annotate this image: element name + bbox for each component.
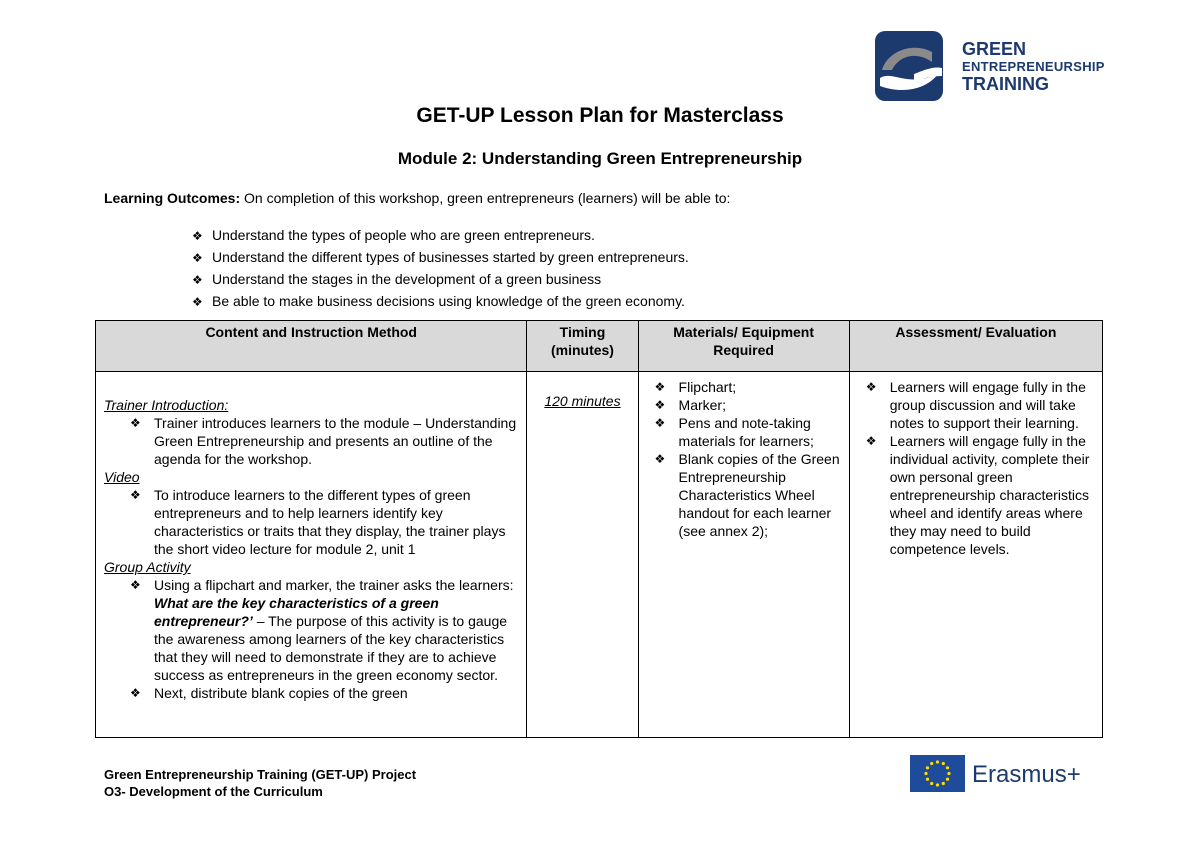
video-heading: Video — [104, 469, 140, 485]
diamond-bullet-icon: ❖ — [130, 686, 141, 700]
timing-value: 120 minutes — [544, 393, 621, 409]
header-assessment: Assessment/ Evaluation — [849, 321, 1102, 372]
list-item: ❖ Understand the types of people who are green entrepreneurs. — [192, 224, 689, 246]
header-timing: Timing (minutes) — [527, 321, 638, 372]
diamond-bullet-icon: ❖ — [130, 488, 141, 502]
list-item: ❖ To introduce learners to the different types of green entrepreneurs and to help learners identify key characteristics or traits that they display, the trainer plays the short video lecture for module 2, unit 1 — [130, 487, 506, 557]
logo-wordmark: GREEN ENTREPRENEURSHIP TRAINING — [962, 39, 1105, 94]
diamond-bullet-icon: ❖ — [192, 295, 203, 309]
learning-outcomes-intro: Learning Outcomes: On completion of this workshop, green entrepreneurs (learners) will be able to: — [104, 190, 731, 206]
list-item: ❖ Learners will engage fully in the individual activity, complete their own personal green entrepreneurship characteristics wheel and identify areas where they may need to build competence levels. — [865, 433, 1090, 557]
list-item: ❖ Trainer introduces learners to the module – Understanding Green Entrepreneurship and presents an outline of the agenda for the workshop. — [130, 415, 517, 467]
diamond-bullet-icon: ❖ — [654, 398, 666, 412]
footer-output-name: O3- Development of the Curriculum — [104, 784, 323, 799]
diamond-bullet-icon: ❖ — [654, 452, 666, 466]
group-activity-heading: Group Activity — [104, 559, 191, 575]
lesson-plan-table — [95, 320, 1103, 738]
list-item: ❖ Be able to make business decisions using knowledge of the green economy. — [192, 290, 689, 312]
list-item: ❖ Blank copies of the Green Entrepreneurship Characteristics Wheel handout for each learner (see annex 2); — [654, 451, 840, 539]
timing-cell — [527, 372, 638, 738]
diamond-bullet-icon: ❖ — [130, 416, 141, 430]
list-item: ❖ Flipchart; — [654, 379, 737, 395]
trainer-introduction-heading: Trainer Introduction: — [104, 397, 229, 413]
get-up-logo — [874, 30, 1105, 102]
diamond-bullet-icon: ❖ — [654, 380, 666, 394]
erasmus-plus-wordmark: Erasmus+ — [972, 761, 1081, 788]
content-cell — [96, 372, 527, 738]
list-item: ❖ Understand the different types of businesses started by green entrepreneurs. — [192, 246, 689, 268]
diamond-bullet-icon: ❖ — [865, 434, 877, 448]
diamond-bullet-icon: ❖ — [192, 229, 203, 243]
diamond-bullet-icon: ❖ — [865, 380, 877, 394]
list-item: ❖ Pens and note-taking materials for learners; — [654, 415, 814, 449]
table-row — [96, 372, 1103, 738]
page-footer — [104, 766, 416, 800]
eu-flag-icon — [910, 755, 965, 792]
list-item: ❖ Understand the stages in the development of a green business — [192, 268, 689, 290]
header-materials: Materials/ Equipment Required — [638, 321, 849, 372]
materials-list — [645, 378, 843, 540]
list-item: ❖ Learners will engage fully in the group discussion and will take notes to support their learning. — [865, 379, 1086, 431]
diamond-bullet-icon: ❖ — [192, 273, 203, 287]
diamond-bullet-icon: ❖ — [130, 578, 141, 592]
diamond-bullet-icon: ❖ — [192, 251, 203, 265]
assessment-list — [856, 378, 1096, 558]
table-header-row — [96, 321, 1103, 372]
module-subtitle: Module 2: Understanding Green Entrepreneurship — [397, 149, 803, 168]
learning-outcomes-list — [192, 224, 689, 312]
footer-project-name: Green Entrepreneurship Training (GET-UP) Project — [104, 767, 417, 782]
document-title: GET-UP Lesson Plan for Masterclass — [416, 104, 784, 127]
list-item: ❖ Using a flipchart and marker, the trainer asks the learners: What are the key characteristics of a green entrepreneur?’ – The purpose of this activity is to gauge the awareness among learners of the key characteristics that they will need to demonstrate if they are to achieve success as entrepreneurs in the green economy sector. — [130, 577, 514, 683]
diamond-bullet-icon: ❖ — [654, 416, 666, 430]
assessment-cell — [849, 372, 1102, 738]
header-content-method: Content and Instruction Method — [96, 321, 527, 372]
list-item: ❖ Next, distribute blank copies of the green — [130, 685, 408, 701]
materials-cell — [638, 372, 849, 738]
list-item: ❖ Marker; — [654, 397, 726, 413]
green-entrepreneurship-logo-icon — [874, 30, 944, 102]
erasmus-plus-logo — [910, 755, 1100, 797]
